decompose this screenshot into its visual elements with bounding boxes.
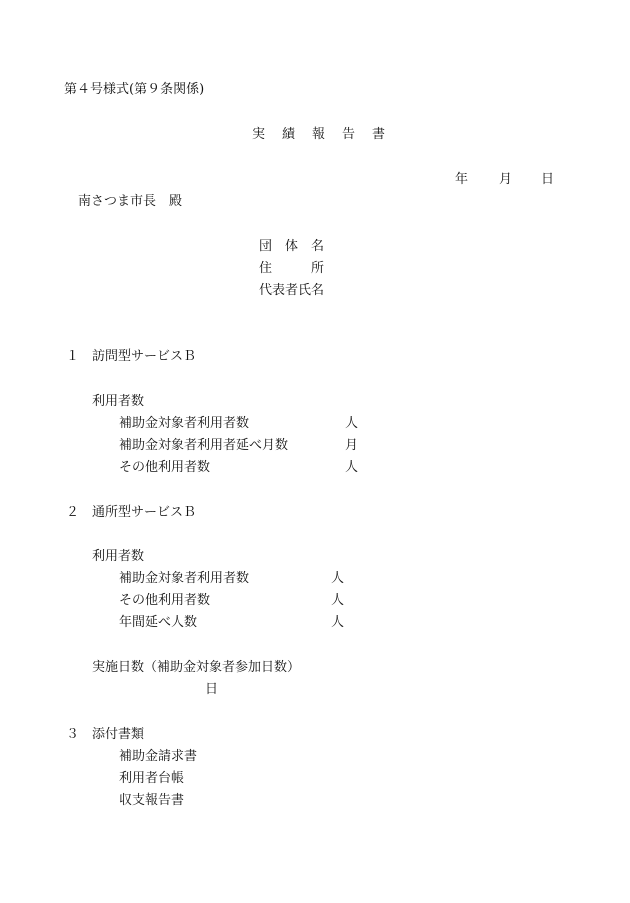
representative-label: 代表者氏名 xyxy=(259,283,325,298)
section1-row-label: 補助金対象者利用者数 xyxy=(119,416,250,431)
section2-row-label: 年間延べ人数 xyxy=(119,615,198,630)
section2-row-unit: 人 xyxy=(331,593,345,608)
form-number: 第４号様式(第９条関係) xyxy=(64,82,205,97)
attachment-item: 利用者台帳 xyxy=(119,771,185,786)
attachment-item: 収支報告書 xyxy=(119,793,185,808)
section2-row-unit: 人 xyxy=(331,615,345,630)
document-title: 実 績 報 告 書 xyxy=(252,127,388,142)
section3-heading: ３ 添付書類 xyxy=(66,727,145,742)
section1-row-unit: 月 xyxy=(345,438,359,453)
section2-users-label: 利用者数 xyxy=(92,549,145,564)
attachment-item: 補助金請求書 xyxy=(119,749,198,764)
section2-row-label: その他利用者数 xyxy=(119,593,211,608)
section2-row-label: 補助金対象者利用者数 xyxy=(119,571,250,586)
section1-row-label: その他利用者数 xyxy=(119,460,211,475)
section1-row-unit: 人 xyxy=(345,460,359,475)
section2-days-label: 実施日数（補助金対象者参加日数） xyxy=(92,660,301,675)
address-label: 住 所 xyxy=(259,261,325,276)
date-day: 日 xyxy=(541,172,555,187)
date-month: 月 xyxy=(499,172,513,187)
section2-days-unit: 日 xyxy=(205,682,219,697)
group-name-label: 団 体 名 xyxy=(259,239,325,254)
date-year: 年 xyxy=(455,172,469,187)
section1-users-label: 利用者数 xyxy=(92,394,145,409)
section1-row-unit: 人 xyxy=(345,416,359,431)
addressee: 南さつま市長 殿 xyxy=(78,194,183,209)
section2-row-unit: 人 xyxy=(331,571,345,586)
section2-heading: ２ 通所型サービスＢ xyxy=(66,505,197,520)
section1-heading: １ 訪問型サービスＢ xyxy=(66,349,197,364)
section1-row-label: 補助金対象者利用者延べ月数 xyxy=(119,438,289,453)
